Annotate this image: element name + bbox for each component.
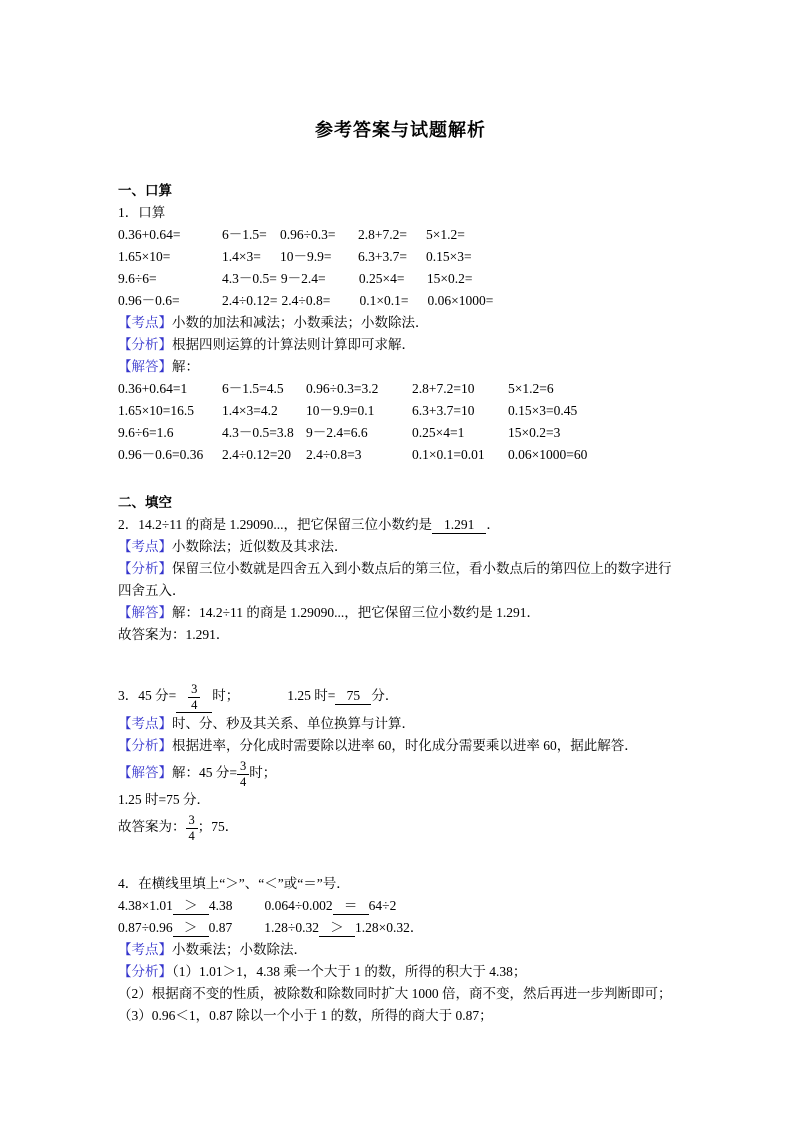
oral-question-cell: 0.96÷0.3=	[280, 227, 336, 242]
kaodian-text: 小数除法；近似数及其求法．	[172, 539, 348, 554]
q4-left-expr: 1.28÷0.32	[264, 920, 319, 936]
oral-answer-cell: 2.4÷0.8=3	[306, 447, 362, 462]
fraction-denominator: 4	[240, 775, 247, 790]
oral-question-cell: 2.8+7.2=	[358, 227, 407, 242]
fenxi-line-2: （2）根据商不变的性质，被除数和除数同时扩大 1000 倍，商不变，然后再进一步判断即可；	[118, 986, 672, 1002]
fenxi-line-3: （3）0.96＜1，0.87 除以一个小于 1 的数，所得的商大于 0.87；	[118, 1008, 493, 1024]
q3-stem-c: 1.25 时=	[287, 688, 336, 703]
oral-answer-cell: 0.1×0.1=0.01	[412, 447, 485, 462]
fenxi-tag: 【分析】	[118, 964, 172, 980]
q4-op-blank: ＞	[319, 920, 355, 937]
oral-question-cell: 1.4×3=	[222, 249, 261, 264]
q2-stem-suffix: ．	[486, 517, 500, 532]
q4-left-expr: 4.38×1.01	[118, 898, 173, 914]
oral-answer-cell: 0.25×4=1	[412, 425, 465, 440]
oral-answer-cell: 9.6÷6=1.6	[118, 425, 174, 440]
oral-question-cell: 1.65×10=	[118, 249, 171, 264]
oral-question-row	[118, 224, 683, 246]
oral-question-cell: 2.4÷0.8=	[281, 293, 331, 308]
kaodian-tag: 【考点】	[118, 942, 172, 958]
oral-answer-cell: 6－1.5=4.5	[222, 381, 284, 396]
oral-answer-cell: 0.96－0.6=0.36	[118, 447, 204, 462]
oral-answer-cell: 0.06×1000=60	[508, 447, 588, 462]
oral-question-cell: 15×0.2=	[426, 271, 473, 286]
oral-question-cell: 0.96－0.6=	[118, 293, 180, 308]
fenxi-line	[118, 334, 683, 356]
fraction	[186, 814, 198, 843]
oral-answer-cell: 10－9.9=0.1	[306, 403, 375, 418]
oral-question-cell: 4.3－0.5=	[222, 271, 277, 286]
oral-question-row	[118, 290, 683, 312]
fraction-numerator: 3	[188, 683, 200, 698]
fenxi-line	[118, 558, 683, 602]
jieda-line	[118, 757, 683, 789]
fraction-numerator: 3	[186, 814, 198, 829]
q4-right-expr: 0.87	[208, 920, 233, 936]
fraction	[237, 760, 249, 789]
oral-question-cell: 0.36+0.64=	[118, 227, 181, 242]
q3-final-answer	[118, 811, 683, 843]
oral-question-cell: 9.6÷6=	[118, 271, 157, 286]
oral-answer-cell: 6.3+3.7=10	[412, 403, 475, 418]
kaodian-text: 小数的加法和减法；小数乘法；小数除法．	[172, 315, 429, 330]
question-1-label: 1．口算	[118, 205, 166, 220]
section-1-heading: 一、口算	[118, 183, 172, 198]
oral-answer-cell: 2.8+7.2=10	[412, 381, 475, 396]
oral-question-cell: 0.1×0.1=	[359, 293, 409, 308]
q4-right-expr: 4.38	[208, 898, 233, 914]
q4-op-blank: ＞	[173, 920, 209, 937]
oral-answer-cell: 1.4×3=4.2	[222, 403, 278, 418]
jieda-line	[118, 356, 683, 378]
q4-compare-row	[118, 917, 683, 939]
section-2-heading: 二、填空	[118, 495, 172, 510]
oral-answer-cell: 2.4÷0.12=20	[222, 447, 292, 462]
fraction	[188, 683, 200, 712]
oral-question-cell: 0.25×4=	[358, 271, 405, 286]
oral-answer-row	[118, 444, 683, 466]
fenxi-tag: 【分析】	[118, 561, 172, 576]
q3-fraction-blank	[176, 683, 212, 713]
q2-stem-prefix: 2．14.2÷11 的商是 1.29090...，把它保留三位小数约是	[118, 517, 433, 532]
fenxi-tag: 【分析】	[118, 337, 172, 352]
oral-question-cell: 2.4÷0.12=	[222, 293, 278, 308]
doc-title: 参考答案与试题解析	[315, 120, 486, 140]
fenxi-text: 保留三位小数就是四舍五入到小数点后的第三位，看小数点后的第四位上的数字进行四舍五入．	[118, 561, 672, 598]
kaodian-line	[118, 312, 683, 334]
oral-question-cell: 0.06×1000=	[427, 293, 494, 308]
oral-answer-cell: 9－2.4=6.6	[306, 425, 368, 440]
q3-answer-a: 故答案为：	[118, 819, 186, 835]
q4-op-blank: ＝	[333, 898, 369, 915]
jieda-tag: 【解答】	[118, 605, 172, 620]
q3-answer-b: ；75．	[197, 819, 239, 835]
oral-answer-cell: 15×0.2=3	[508, 425, 561, 440]
oral-answer-row	[118, 422, 683, 444]
jieda-text: 解：	[172, 359, 199, 374]
q4-left-expr: 0.87÷0.96	[118, 920, 173, 936]
jieda-tag: 【解答】	[118, 359, 172, 374]
fraction-denominator: 4	[188, 829, 195, 844]
kaodian-text: 时、分、秒及其关系、单位换算与计算．	[172, 716, 415, 732]
question-2-stem	[118, 514, 683, 536]
fenxi-tag: 【分析】	[118, 738, 172, 754]
q4-compare-row	[118, 895, 683, 917]
jieda-line2: 1.25 时=75 分．	[118, 792, 210, 808]
q3-stem-d: 分．	[371, 688, 399, 703]
jieda-tag: 【解答】	[118, 765, 172, 781]
kaodian-tag: 【考点】	[118, 716, 172, 732]
fraction-denominator: 4	[191, 698, 198, 712]
q3-stem-b: 时；	[212, 688, 240, 703]
oral-question-cell: 10－9.9=	[280, 249, 332, 264]
oral-question-cell: 0.15×3=	[426, 249, 472, 264]
kaodian-text: 小数乘法；小数除法．	[172, 942, 307, 958]
oral-answer-cell: 5×1.2=6	[508, 381, 554, 396]
q2-blank-answer: 1.291	[432, 517, 486, 534]
q4-op-blank: ＞	[173, 898, 209, 915]
oral-answer-cell: 0.15×3=0.45	[508, 403, 578, 418]
question-4-stem: 4．在横线里填上“＞”、“＜”或“＝”号．	[118, 876, 350, 892]
fenxi-line	[118, 735, 683, 757]
fenxi-line	[118, 961, 683, 983]
kaodian-line	[118, 713, 683, 735]
oral-question-row	[118, 246, 683, 268]
jieda-line	[118, 602, 683, 624]
fenxi-text: 根据四则运算的计算法则计算即可求解．	[172, 337, 415, 352]
oral-question-row	[118, 268, 683, 290]
oral-answer-cell: 0.96÷0.3=3.2	[306, 381, 379, 396]
jieda-text-b: 时；	[249, 765, 277, 781]
jieda-text-a: 解：45 分=	[172, 765, 237, 781]
oral-answer-cell: 1.65×10=16.5	[118, 403, 194, 418]
oral-answer-row	[118, 400, 683, 422]
q4-left-expr: 0.064÷0.002	[264, 898, 333, 914]
kaodian-tag: 【考点】	[118, 315, 172, 330]
q4-right-expr: 64÷2	[368, 898, 397, 914]
fraction-numerator: 3	[237, 760, 249, 775]
oral-answer-cell: 0.36+0.64=1	[118, 381, 188, 396]
oral-question-cell: 5×1.2=	[426, 227, 465, 242]
question-3-stem	[118, 680, 683, 713]
oral-answer-cell: 4.3－0.5=3.8	[222, 425, 294, 440]
kaodian-line	[118, 536, 683, 558]
oral-question-cell: 6－1.5=	[222, 227, 267, 242]
q3-stem-a: 3．45 分=	[118, 688, 177, 703]
fenxi-text: 根据进率，分化成时需要除以进率 60，时化成分需要乘以进率 60，据此解答．	[172, 738, 638, 754]
q4-right-expr: 1.28×0.32．	[354, 920, 424, 936]
q2-final-answer: 故答案为：1.291．	[118, 627, 230, 642]
kaodian-tag: 【考点】	[118, 539, 172, 554]
oral-answer-row	[118, 378, 683, 400]
oral-question-cell: 6.3+3.7=	[358, 249, 407, 264]
fenxi-text: （1）1.01＞1，4.38 乘一个大于 1 的数，所得的积大于 4.38；	[172, 964, 527, 980]
jieda-text: 解：14.2÷11 的商是 1.29090...，把它保留三位小数约是 1.291．	[172, 605, 541, 620]
oral-question-cell: 9－2.4=	[280, 271, 326, 286]
q3-blank-answer: 75	[335, 688, 371, 705]
kaodian-line	[118, 939, 683, 961]
